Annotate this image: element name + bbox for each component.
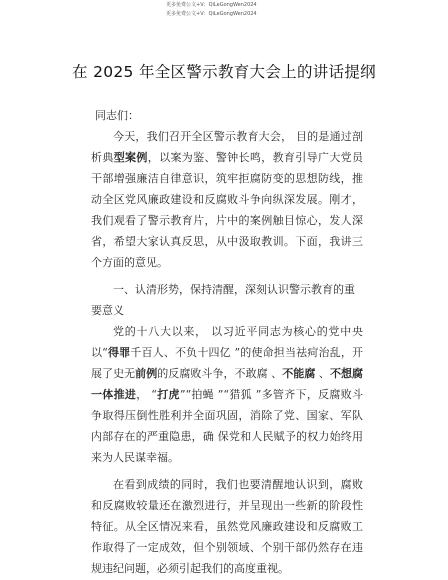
bold-phrase: 得罪	[107, 346, 131, 359]
text-run: 千百人、不负十四亿 ”的使命担当祛疴治乱，开展了史无	[91, 346, 364, 380]
document-title: 在 2025 年全区警示教育大会上的讲话提纲	[72, 63, 376, 81]
reflection-paragraph: 在看到成绩的同时，我们也要清醒地认识到，腐败和反腐败较量还在激烈进行，并呈现出一些新的阶段性特征。从全区情况来看，虽然党风廉政建设和反腐败工作取得了一定成效，但个别领域、个别干部仍然存在违规违纪问题，必须引起我们的高度重视。	[91, 478, 363, 575]
bold-phrase: 不能腐	[282, 367, 316, 380]
bold-phrase: 型案例	[113, 151, 148, 164]
intro-paragraph	[91, 126, 363, 273]
bold-phrase: 打虎	[156, 388, 180, 401]
section-heading: 一、认清形势，保持清醒，深刻认识警示教育的重要意义	[91, 283, 355, 317]
text-run: ”“拍蝇 ”“猎狐 ”多管齐下，反腐败斗争取得压倒性胜利并全面巩固，消除了党、国家、军队内部存在的严重隐患，确 保党和人民赋予的权力始终用来为人民谋幸福。	[91, 388, 364, 464]
bold-phrase: 前例	[135, 367, 158, 380]
document-body	[91, 105, 363, 579]
text-run: 、	[315, 367, 330, 380]
text-run: ，以案为鉴、警钟长鸣，教育引导广大党员干部增强廉洁自律意识，筑牢拒腐防变的思想防线，推动全区党风廉政建设和反腐败斗争向纵深发展。刚才，我们观看了警示教育片，片中的案例触目惊心，发人深省，希望大家认真反思，从中汲取教训。下面，我讲三个方面的意见。	[91, 151, 364, 269]
watermark-line: 更多免费公文+V：QiLeGongWen2024	[166, 11, 257, 17]
bold-phrase: 不想腐一体推进	[91, 367, 364, 401]
situation-paragraph	[91, 321, 363, 468]
text-run: ， “	[136, 388, 157, 401]
text-run: 党的十八大以来， 以习近平同志为核心的党中央以“	[91, 325, 363, 359]
text-run: 的反腐败斗争，不敢腐 、	[157, 367, 283, 380]
greeting: 同志们：	[95, 109, 139, 122]
watermark-line: 更多免费公文+V：QiLeGongWen2024	[166, 2, 257, 8]
text-run: 今天，我们召开全区警示教育大会， 目的是通过剖析典	[91, 130, 363, 164]
